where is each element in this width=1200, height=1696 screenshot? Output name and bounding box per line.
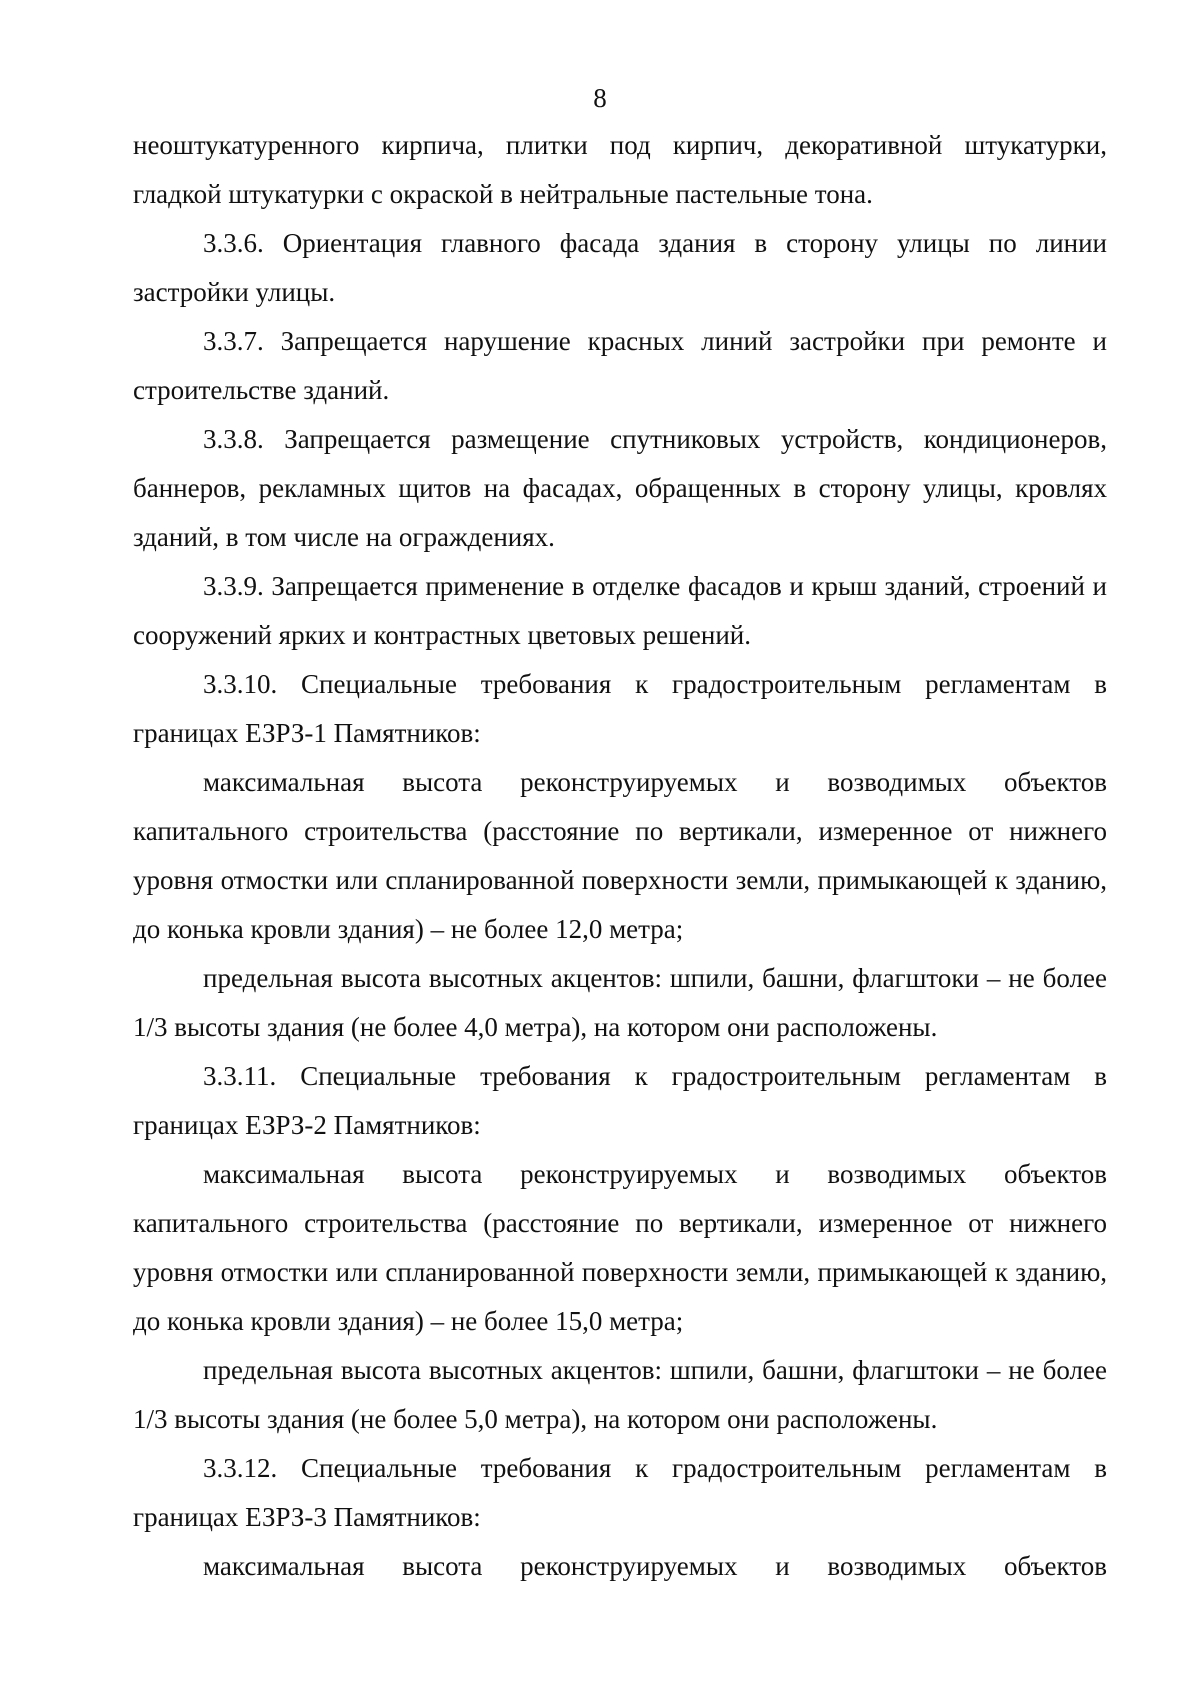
page-number: 8 bbox=[593, 83, 607, 113]
paragraph-continuation: неоштукатуренного кирпича, плитки под кирпич, декоративной штукатурки, гладкой штукатурки с окраской в нейтральные пастельные тона. bbox=[133, 130, 1107, 209]
paragraph-3-3-10: 3.3.10. Специальные требования к градостроительным регламентам в границах ЕЗРЗ-1 Памятников: bbox=[133, 669, 1107, 748]
paragraph-3-3-7: 3.3.7. Запрещается нарушение красных линий застройки при ремонте и строительстве зданий. bbox=[133, 326, 1107, 405]
paragraph-3-3-6: 3.3.6. Ориентация главного фасада здания в сторону улицы по линии застройки улицы. bbox=[133, 228, 1107, 307]
paragraph-accent-height-ezrz-1: предельная высота высотных акцентов: шпили, башни, флагштоки – не более 1/3 высоты здания (не более 4,0 метра), на котором они расположены. bbox=[133, 963, 1107, 1042]
document-body bbox=[133, 121, 1107, 1591]
paragraph-3-3-12: 3.3.12. Специальные требования к градостроительным регламентам в границах ЕЗРЗ-3 Памятников: bbox=[133, 1453, 1107, 1532]
paragraph-accent-height-ezrz-2: предельная высота высотных акцентов: шпили, башни, флагштоки – не более 1/3 высоты здания (не более 5,0 метра), на котором они расположены. bbox=[133, 1355, 1107, 1434]
paragraph-max-height-ezrz-3: максимальная высота реконструируемых и возводимых объектов bbox=[203, 1551, 1107, 1581]
paragraph-3-3-11: 3.3.11. Специальные требования к градостроительным регламентам в границах ЕЗРЗ-2 Памятников: bbox=[133, 1061, 1107, 1140]
paragraph-max-height-ezrz-1: максимальная высота реконструируемых и возводимых объектов капитального строительства (расстояние по вертикали, измеренное от нижнего уровня отмостки или спланированной поверхности земли, примыкающей к зданию, до конька кровли здания) – не более 12,0 метра; bbox=[133, 767, 1107, 944]
paragraph-3-3-9: 3.3.9. Запрещается применение в отделке фасадов и крыш зданий, строений и сооружений ярких и контрастных цветовых решений. bbox=[133, 571, 1107, 650]
paragraph-3-3-8: 3.3.8. Запрещается размещение спутниковых устройств, кондиционеров, баннеров, рекламных щитов на фасадах, обращенных в сторону улицы, кровлях зданий, в том числе на ограждениях. bbox=[133, 424, 1107, 552]
paragraph-max-height-ezrz-2: максимальная высота реконструируемых и возводимых объектов капитального строительства (расстояние по вертикали, измеренное от нижнего уровня отмостки или спланированной поверхности земли, примыкающей к зданию, до конька кровли здания) – не более 15,0 метра; bbox=[133, 1159, 1107, 1336]
